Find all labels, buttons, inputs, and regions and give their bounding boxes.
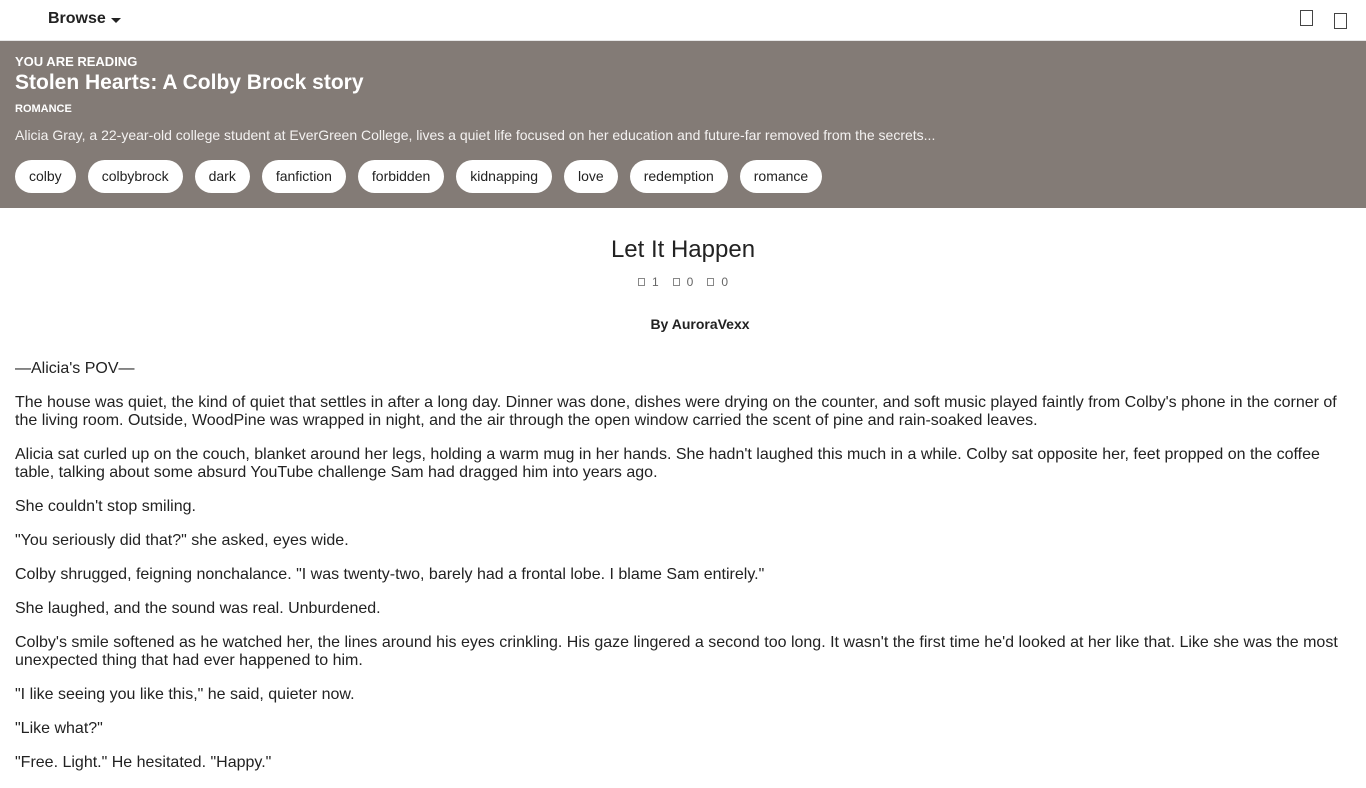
profile-icon[interactable] [1334, 13, 1347, 29]
paragraph: She laughed, and the sound was real. Unburdened. [15, 600, 381, 617]
browse-menu-button[interactable] [48, 10, 121, 28]
author-byline [0, 316, 1366, 332]
tag-kidnapping[interactable]: kidnapping [456, 160, 552, 193]
chapter-title: Let It Happen [610, 236, 756, 263]
chapter-stats [0, 275, 1366, 289]
story-info-header [0, 41, 1366, 208]
paragraph: "Free. Light." He hesitated. "Happy." [15, 754, 272, 771]
paragraph: Colby shrugged, feigning nonchalance. "I was twenty-two, barely had a frontal lobe. I blame Sam entirely." [15, 566, 765, 583]
paragraph: "I like seeing you like this," he said, quieter now. [15, 686, 355, 703]
tag-colby[interactable]: colby [15, 160, 76, 193]
votes-count: 0 [686, 275, 694, 289]
story-category[interactable]: ROMANCE [15, 103, 72, 115]
reads-stat [638, 275, 659, 289]
tag-love[interactable]: love [564, 160, 618, 193]
by-prefix: By [650, 316, 672, 332]
paragraph: "Like what?" [15, 720, 103, 737]
comments-stat [707, 275, 728, 289]
tag-list [15, 160, 822, 193]
votes-stat [673, 275, 694, 289]
browse-label: Browse [48, 10, 106, 27]
comments-icon [707, 278, 714, 286]
votes-icon [673, 278, 680, 286]
tag-dark[interactable]: dark [195, 160, 250, 193]
top-navigation-bar [0, 0, 1366, 41]
paragraph: Alicia sat curled up on the couch, blanket around her legs, holding a warm mug in her hands. She hadn't laughed this much in a while. Colby sat opposite her, feet propped on the coffee table, talking about some absurd YouTube challenge Sam had dragged him into years ago. [15, 446, 1320, 481]
notification-icon[interactable] [1300, 10, 1313, 26]
story-title-link[interactable]: Stolen Hearts: A Colby Brock story [15, 71, 364, 94]
reading-label: YOU ARE READING [15, 54, 138, 69]
paragraph: —Alicia's POV— [15, 360, 135, 377]
tag-fanfiction[interactable]: fanfiction [262, 160, 346, 193]
chapter-text [15, 360, 1351, 788]
story-description: Alicia Gray, a 22-year-old college student at EverGreen College, lives a quiet life focused on her education and future-far removed from the secrets... [15, 127, 936, 143]
paragraph: She couldn't stop smiling. [15, 498, 196, 515]
tag-forbidden[interactable]: forbidden [358, 160, 444, 193]
comments-count: 0 [721, 275, 729, 289]
paragraph: "You seriously did that?" she asked, eyes wide. [15, 532, 349, 549]
paragraph: The house was quiet, the kind of quiet that settles in after a long day. Dinner was done, dishes were drying on the counter, and soft music played faintly from Colby's phone in the corner of the living room. Outside, WoodPine was wrapped in night, and the air through the open window carried the scent of pine and rain-soaked leaves. [15, 394, 1337, 429]
tag-romance[interactable]: romance [740, 160, 822, 193]
paragraph: Colby's smile softened as he watched her, the lines around his eyes crinkling. His gaze lingered a second too long. It wasn't the first time he'd looked at her like that. Like she was the most unexpected thing that had ever happened to him. [15, 634, 1338, 669]
author-link[interactable]: AuroraVexx [671, 316, 750, 332]
reads-icon [638, 278, 645, 286]
tag-redemption[interactable]: redemption [630, 160, 728, 193]
caret-down-icon [111, 18, 121, 23]
reads-count: 1 [651, 275, 659, 289]
tag-colbybrock[interactable]: colbybrock [88, 160, 183, 193]
